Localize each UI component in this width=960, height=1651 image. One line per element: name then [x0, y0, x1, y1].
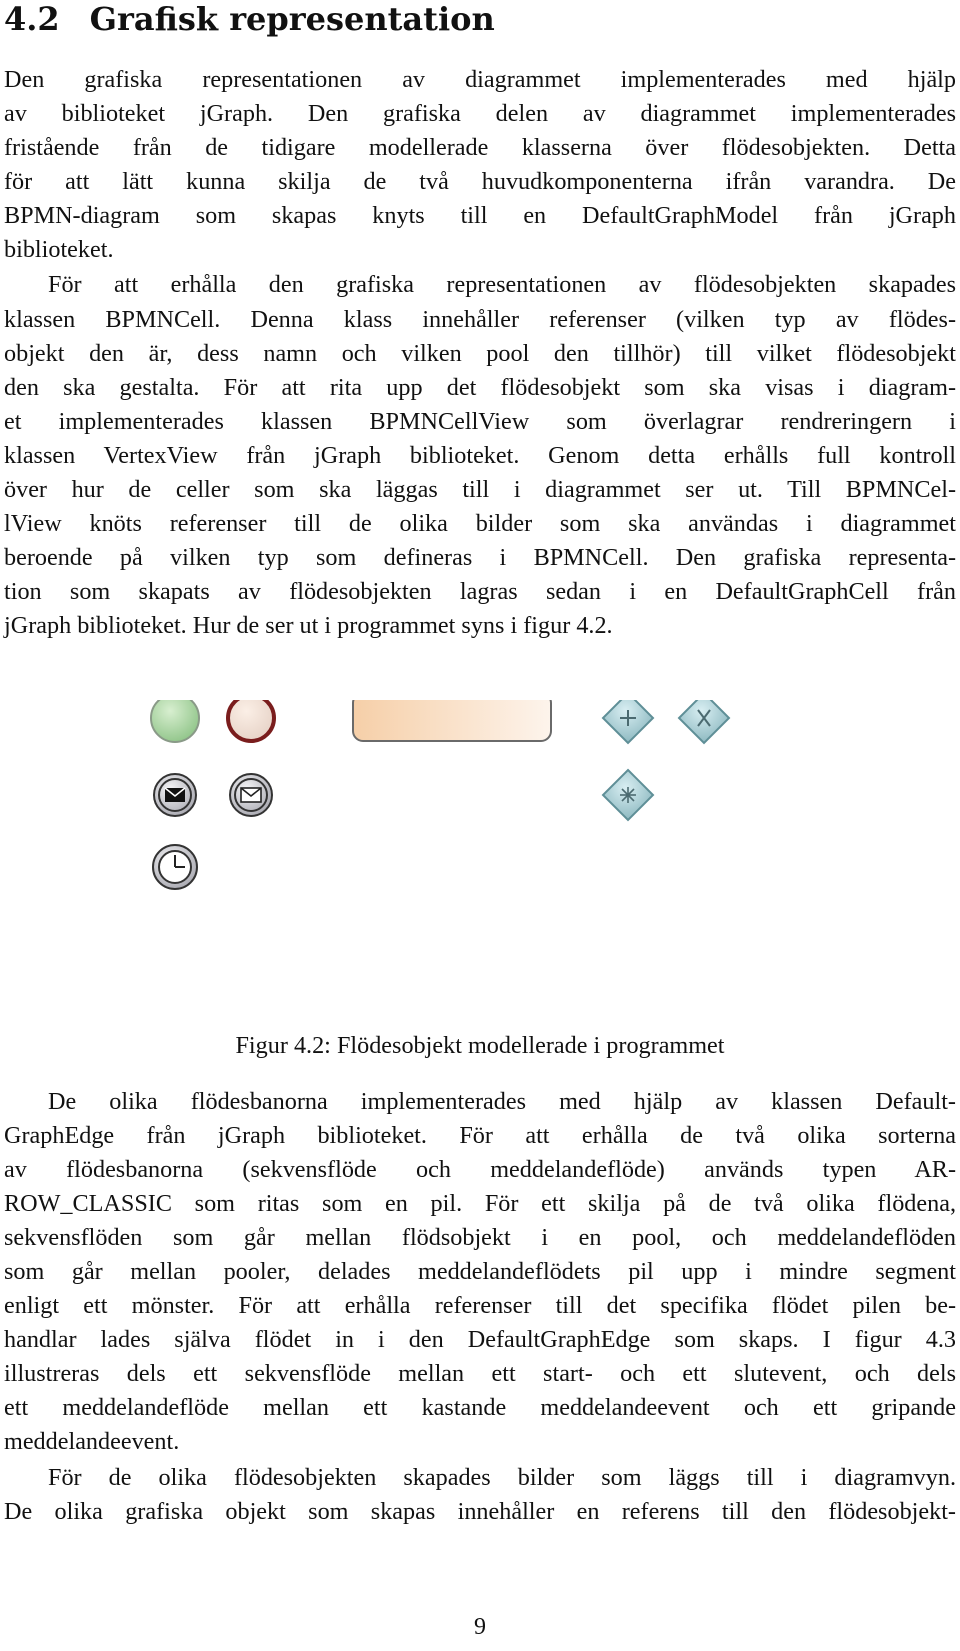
text-line: De olika grafiska objekt som skapas innehåller en referens till den flödesobjekt- [4, 1498, 956, 1525]
text-line: meddelandeevent. [4, 1428, 180, 1455]
figure-4-2 [140, 700, 780, 940]
start-event-icon [151, 700, 199, 742]
text-line: objekt den är, dess namn och vilken pool den tillhör) till vilket flödesobjekt [4, 340, 956, 367]
text-line: enligt ett mönster. För att erhålla referenser till det specifika flödet pilen be- [4, 1292, 956, 1319]
text-line: av flödesbanorna (sekvensflöde och meddelandeflöde) används typen AR- [4, 1156, 956, 1183]
text-line: illustreras dels ett sekvensflöde mellan ett start- och ett slutevent, och dels [4, 1360, 956, 1387]
page-number: 9 [474, 1614, 486, 1640]
catching-message-event-icon [230, 774, 272, 816]
text-line: över hur de celler som ska läggas till i diagrammet ser ut. Till BPMNCel- [4, 476, 956, 503]
section-number: 4.2 [4, 0, 60, 38]
parallel-gateway-icon [603, 700, 653, 743]
text-line: som går mellan pooler, delades meddelandeflödets pil upp i mindre segment [4, 1258, 956, 1285]
text-line: sekvensflöden som går mellan flödsobjekt i en pool, och meddelandeflöden [4, 1224, 956, 1251]
throwing-message-event-icon [154, 774, 196, 816]
text-line: klassen BPMNCell. Denna klass innehåller referenser (vilken typ av flödes- [4, 306, 956, 333]
text-line: tion som skapats av flödesobjekten lagras sedan i en DefaultGraphCell från [4, 578, 956, 605]
text-line: För att erhålla den grafiska representationen av flödesobjekten skapades [48, 271, 956, 298]
text-line: lView knöts referenser till de olika bilder som ska användas i diagrammet [4, 510, 956, 537]
text-line: BPMN-diagram som skapas knyts till en DefaultGraphModel från jGraph [4, 202, 956, 229]
text-line: av biblioteket jGraph. Den grafiska delen av diagrammet implementerades [4, 100, 956, 127]
end-event-icon [228, 700, 274, 741]
text-line: Den grafiska representationen av diagrammet implementerades med hjälp [4, 66, 956, 93]
text-line: ROW_CLASSIC som ritas som en pil. För ett skilja på de två olika flödena, [4, 1190, 956, 1217]
text-line: jGraph biblioteket. Hur de ser ut i programmet syns i figur 4.2. [4, 612, 613, 639]
text-line: för att lätt kunna skilja de två huvudkomponenterna ifrån varandra. De [4, 168, 956, 195]
complex-gateway-icon [603, 770, 653, 820]
text-line: handlar lades själva flödet in i den DefaultGraphEdge som skaps. I figur 4.3 [4, 1326, 956, 1353]
text-line: biblioteket. [4, 236, 114, 263]
text-line: klassen VertexView från jGraph biblioteket. Genom detta erhålls full kontroll [4, 442, 956, 469]
text-line: beroende på vilken typ som defineras i BPMNCell. Den grafiska representa- [4, 544, 956, 571]
section-title: Grafisk representation [89, 0, 495, 38]
text-line: den ska gestalta. För att rita upp det flödesobjekt som ska visas i diagram- [4, 374, 956, 401]
activity-task-icon [353, 700, 551, 741]
text-line: fristående från de tidigare modellerade klasserna över flödesobjekten. Detta [4, 134, 956, 161]
section-heading [4, 0, 495, 38]
figure-caption: Figur 4.2: Flödesobjekt modellerade i programmet [235, 1032, 725, 1059]
timer-event-icon [153, 845, 197, 889]
text-line: GraphEdge från jGraph biblioteket. För att erhålla de två olika sorterna [4, 1122, 956, 1149]
text-line: et implementerades klassen BPMNCellView som överlagrar rendreringern i [4, 408, 956, 435]
text-line: De olika flödesbanorna implementerades med hjälp av klassen Default- [48, 1088, 956, 1115]
text-line: ett meddelandeflöde mellan ett kastande meddelandeevent och ett gripande [4, 1394, 956, 1421]
exclusive-gateway-icon [679, 700, 729, 743]
text-line: För de olika flödesobjekten skapades bilder som läggs till i diagramvyn. [48, 1464, 956, 1491]
